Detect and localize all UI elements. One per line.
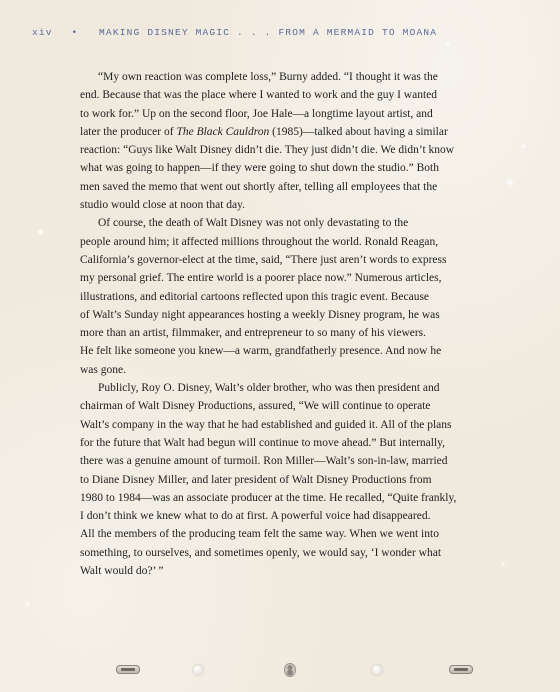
text-segment: (1985)—talked about having a similar	[269, 125, 448, 138]
sparkle-icon: ✦	[500, 560, 506, 568]
text-line: people around him; it affected millions throughout the world. Ronald Reagan,	[80, 235, 439, 248]
text-line: He felt like someone you knew—a warm, grandfatherly presence. And now he	[80, 345, 442, 358]
text-line: was gone.	[80, 363, 126, 376]
text-line: “My own reaction was complete loss,” Burny added. “I thought it was the	[98, 71, 438, 83]
footer-ornament-center	[285, 664, 295, 676]
text-line: my personal grief. The entire world is a poorer place now.” Numerous articles,	[80, 272, 442, 285]
body-text	[80, 68, 472, 580]
text-line: end. Because that was the place where I wanted to work and the guy I wanted	[80, 89, 438, 102]
page-number: xiv	[32, 27, 53, 38]
text-segment: later the producer of	[80, 125, 177, 138]
text-line: Walt would do?’ ”	[80, 565, 164, 578]
paragraph-1	[80, 68, 472, 214]
text-line: I don’t think we knew what to do at first. A powerful voice had disappeared.	[80, 510, 431, 523]
footer-ornament-dot	[372, 665, 382, 675]
sparkle-icon: ✦	[24, 600, 31, 609]
paragraph-2	[80, 214, 472, 379]
film-title: The Black Cauldron	[176, 125, 270, 138]
text-line: to Diane Disney Miller, and later president of Walt Disney Productions from	[80, 473, 432, 486]
text-line-with-title	[80, 123, 472, 141]
text-line: Of course, the death of Walt Disney was not only devastating to the	[98, 217, 409, 230]
text-line: something, to ourselves, and sometimes openly, we would say, ‘I wonder what	[80, 546, 442, 559]
text-line: more than an artist, filmmaker, and entrepreneur to so many of his viewers.	[80, 327, 427, 340]
header-bullet: •	[71, 28, 79, 38]
text-line: of Walt’s Sunday night appearances hosting a weekly Disney program, he was	[80, 308, 440, 321]
text-line: what was going to happen—if they were going to shut down the studio.” Both	[80, 162, 440, 175]
running-header	[32, 27, 437, 38]
text-line: All the members of the producing team felt the same way. When we went into	[80, 528, 439, 541]
sparkle-icon: ✦	[445, 40, 451, 48]
text-line: men saved the memo that went out shortly after, telling all employees that the	[80, 180, 438, 193]
text-line: 1980 to 1984—was an associate producer at the time. He recalled, “Quite frankly,	[80, 491, 457, 504]
text-line: chairman of Walt Disney Productions, assured, “We will continue to operate	[80, 400, 431, 413]
text-line: illustrations, and editorial cartoons reflected upon this tragic event. Because	[80, 290, 430, 303]
running-title: MAKING DISNEY MAGIC . . . FROM A MERMAID TO MOANA	[99, 27, 438, 38]
sparkle-icon: ✦	[36, 226, 46, 239]
text-line: there was a genuine amount of turmoil. Ron Miller—Walt’s son-in-law, married	[80, 455, 448, 468]
footer-ornament-right	[449, 665, 473, 674]
text-line: studio would close at noon that day.	[80, 199, 246, 212]
text-line: Walt’s company in the way that he had established and guided it. All of the plans	[80, 418, 452, 431]
text-line: Publicly, Roy O. Disney, Walt’s older brother, who was then president and	[98, 382, 440, 395]
paragraph-3	[80, 379, 472, 580]
sparkle-icon: ✦	[520, 142, 527, 151]
text-line: California’s governor-elect at the time, said, “There just aren’t words to express	[80, 253, 447, 266]
sparkle-icon: ✦	[505, 176, 516, 190]
text-line: reaction: “Guys like Walt Disney didn’t die. They just didn’t die. We didn’t know	[80, 144, 455, 157]
footer-ornament-left	[116, 665, 140, 674]
text-line: for the future that Walt had begun will continue to move ahead.” But internally,	[80, 436, 446, 449]
footer-ornament-dot	[193, 665, 203, 675]
text-line: to work for.” Up on the second floor, Joe Hale—a longtime layout artist, and	[80, 107, 433, 120]
